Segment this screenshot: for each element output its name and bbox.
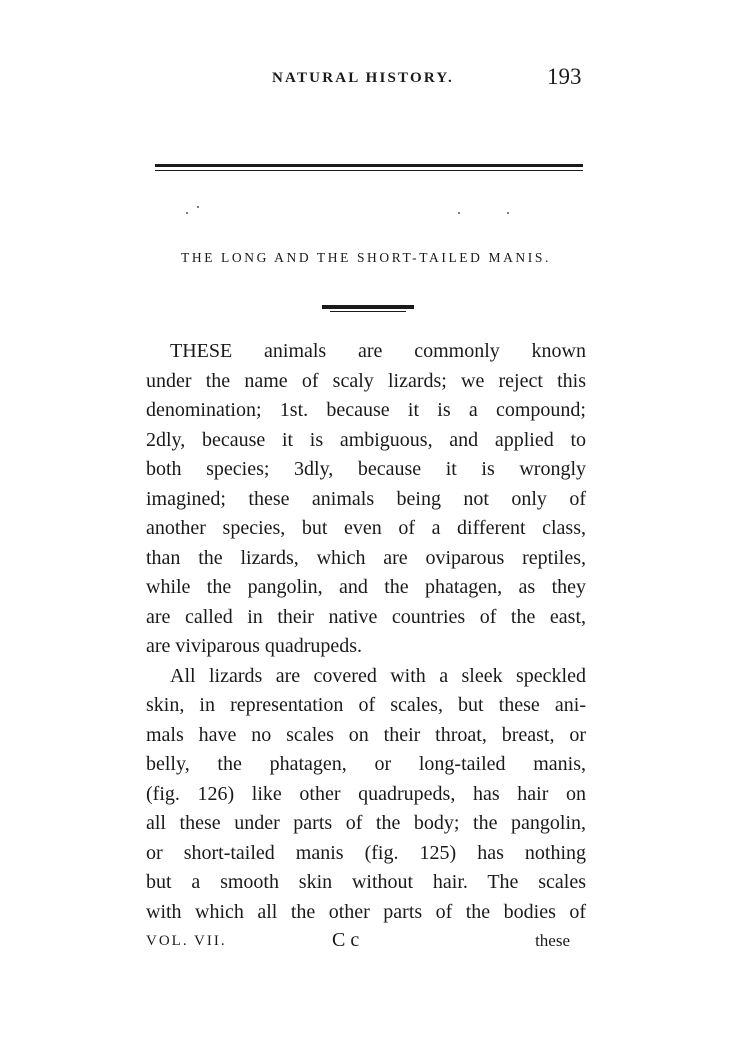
section-rule-thick	[322, 305, 414, 309]
text-line: than the lizards, which are oviparous reptiles,	[146, 546, 586, 569]
running-head: NATURAL HISTORY.	[272, 70, 454, 86]
text-line: under the name of scaly lizards; we reject this	[146, 369, 586, 392]
body-text	[146, 337, 586, 927]
catchword: these	[535, 931, 570, 950]
section-rule-thin	[330, 311, 406, 312]
print-speck	[186, 212, 188, 214]
text-line: but a smooth skin without hair. The scales	[146, 871, 586, 893]
volume-label: VOL. VII.	[146, 933, 227, 949]
text-line: imagined; these animals being not only of	[146, 487, 586, 510]
text-line: or short-tailed manis (fig. 125) has nothing	[146, 841, 586, 864]
text-line: with which all the other parts of the bodies of	[146, 900, 586, 923]
text-line: are viviparous quadrupeds.	[146, 635, 363, 657]
header-rule-thin	[155, 170, 583, 171]
text-line: while the pangolin, and the phatagen, as they	[146, 576, 586, 598]
print-speck	[507, 212, 509, 214]
text-line: THESE animals are commonly known	[170, 340, 586, 362]
section-title: THE LONG AND THE SHORT-TAILED MANIS.	[181, 250, 551, 265]
header-rule-thick	[155, 164, 583, 167]
text-line: mals have no scales on their throat, breast, or	[146, 723, 586, 746]
text-line: are called in their native countries of the east,	[146, 605, 586, 628]
text-line: 2dly, because it is ambiguous, and applied to	[146, 428, 586, 451]
page-footer	[146, 931, 586, 953]
text-line: (fig. 126) like other quadrupeds, has hair on	[146, 782, 586, 805]
text-line: skin, in representation of scales, but these ani-	[146, 694, 586, 716]
text-line: belly, the phatagen, or long-tailed manis,	[146, 753, 586, 775]
text-line: All lizards are covered with a sleek speckled	[170, 664, 586, 687]
print-speck	[197, 206, 199, 208]
text-line: denomination; 1st. because it is a compound;	[146, 399, 586, 421]
page-number: 193	[547, 64, 582, 89]
text-line: both species; 3dly, because it is wrongly	[146, 458, 586, 480]
print-speck	[458, 212, 460, 214]
signature-mark: C c	[332, 929, 360, 951]
text-line: all these under parts of the body; the pangolin,	[146, 812, 586, 834]
text-line: another species, but even of a different class,	[146, 517, 586, 539]
